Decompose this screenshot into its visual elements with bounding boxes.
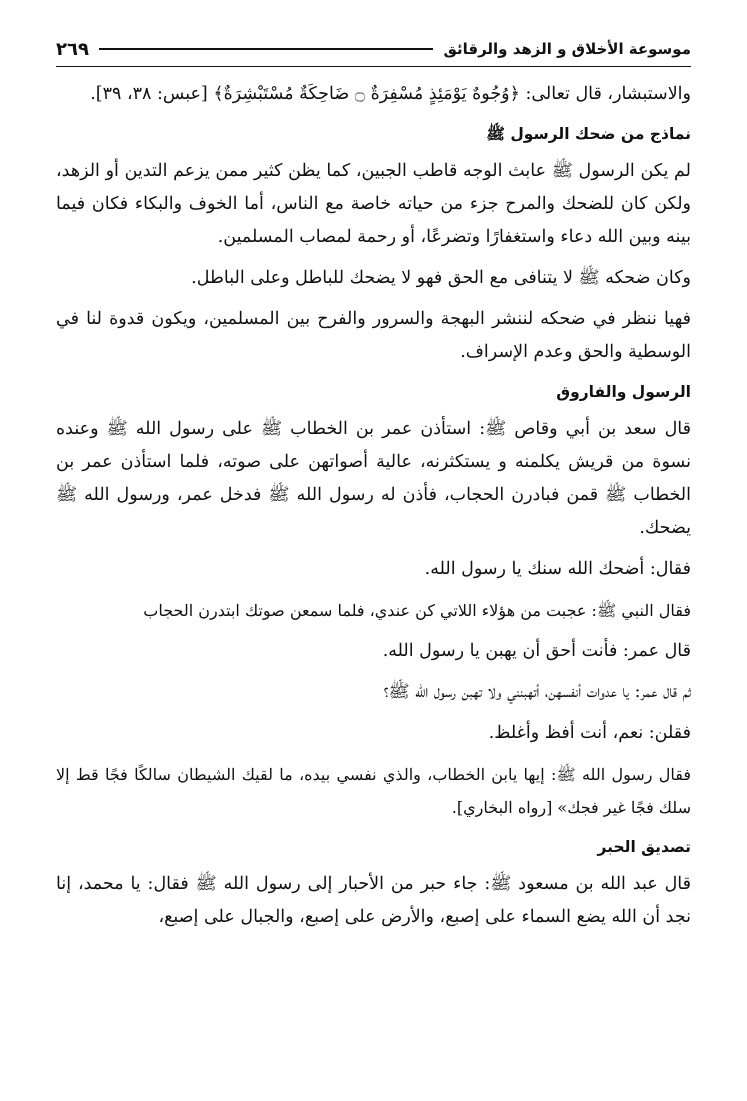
- intro-paragraph: [56, 78, 691, 111]
- header-rule: [99, 48, 434, 50]
- section-heading-prophet-laughter: نماذج من ضحك الرسول ﷺ: [486, 125, 691, 143]
- dialogue-line: قال عمر: فأنت أحق أن يهبن يا رسول الله.: [382, 641, 691, 661]
- dialogue-line: فقال النبي ﷺ: عجبت من هؤلاء اللاتي كن عندي، فلما سمعن صوتك ابتدرن الحجاب: [143, 601, 691, 620]
- paragraph: قال سعد بن أبي وقاص ﷺ: استأذن عمر بن الخطاب ﷺ على رسول الله ﷺ وعنده نسوة من قريش يكلمنه و يستكثرنه، عالية أصواتهن على صوته، فلما استأذن عمر بن الخطاب ﷺ قمن فبادرن الحجاب، فأذن له رسول الله ﷺ فدخل عمر، ورسول الله ﷺ يضحك.: [56, 419, 691, 538]
- section-heading-prophet-and-farooq: الرسول والفاروق: [556, 383, 691, 401]
- dialogue-line: فقال: أضحك الله سنك يا رسول الله.: [424, 559, 691, 579]
- paragraph: وكان ضحكه ﷺ لا يتنافى مع الحق فهو لا يضحك للباطل وعلى الباطل.: [191, 268, 691, 288]
- intro-text: والاستبشار، قال تعالى:: [519, 84, 691, 104]
- paragraph: لم يكن الرسول ﷺ عابث الوجه قاطب الجبين، كما يظن كثير ممن يزعم التدين أو الزهد، ولكن كان للضحك والمرح جزء من حياته خاصة مع الناس، أما الخوف والبكاء فكان فيما بينه وبين الله دعاء واستغفارًا وتضرعًا، أو رحمة لمصاب المسلمين.: [56, 161, 691, 247]
- dialogue-line: فقال رسول الله ﷺ: إيها يابن الخطاب، والذي نفسي بيده، ما لقيك الشيطان سالكًا فجًا قط إلا سلك فجًا غير فجك» [رواه البخاري].: [56, 765, 691, 817]
- dialogue-line: فقلن: نعم، أنت أفظ وأغلظ.: [488, 723, 691, 743]
- quote-close-bracket: ﴾: [213, 84, 224, 104]
- quran-quote: وُجُوهٌ يَوْمَئِذٍ مُسْفِرَةٌ ۝ ضَاحِكَةٌ مُسْتَبْشِرَةٌ: [223, 84, 510, 104]
- quran-reference: [عبس: ٣٨، ٣٩].: [90, 84, 214, 104]
- page-body: [56, 78, 691, 1087]
- page-number: ٢٦٩: [56, 38, 89, 60]
- paragraph: فهيا ننظر في ضحكه لننشر البهجة والسرور والفرح بين المسلمين، ويكون قدوة لنا في الوسطية والحق وعدم الإسراف.: [56, 309, 691, 362]
- running-title: موسوعة الأخلاق و الزهد والرقائق: [443, 40, 691, 58]
- paragraph: قال عبد الله بن مسعود ﷺ: جاء حبر من الأحبار إلى رسول الله ﷺ فقال: يا محمد، إنا نجد أن الله يضع السماء على إصبع، والأرض على إصبع، والجبال على إصبع،: [56, 874, 691, 927]
- quote-open-bracket: ﴿: [509, 84, 520, 104]
- page-header: [56, 32, 691, 67]
- dialogue-line: ثم قال عمر: يا عدوات أنفسهن، أتهبنني ولا تهبن رسول الله ﷺ؟: [383, 682, 691, 702]
- section-heading-rabbi-confirmation: تصديق الحبر: [597, 838, 691, 856]
